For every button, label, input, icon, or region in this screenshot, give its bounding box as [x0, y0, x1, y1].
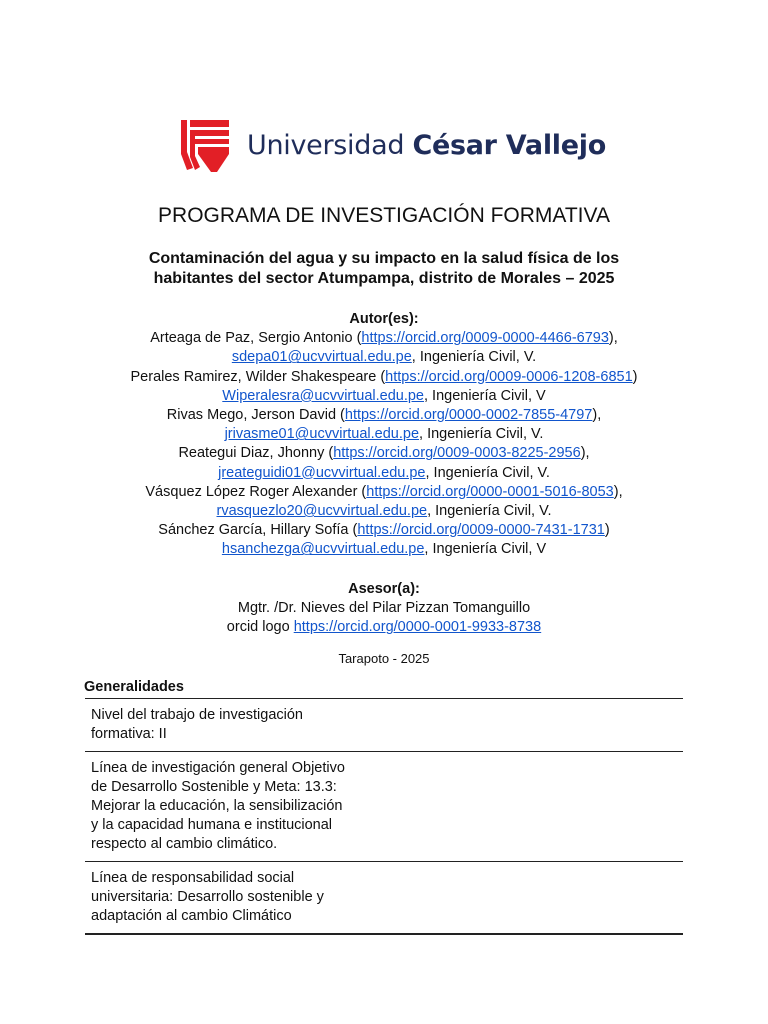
author-line: [60, 348, 708, 367]
table-cell-empty: [367, 862, 683, 935]
author-text: , Ingeniería Civil, V.: [419, 426, 544, 443]
author-text: Perales Ramirez, Wilder Shakespeare (: [130, 368, 386, 385]
author-link[interactable]: rvasquezlo20@ucvvirtual.edu.pe: [216, 503, 428, 520]
author-link[interactable]: hsanchezga@ucvvirtual.edu.pe: [221, 541, 425, 558]
cell-line: Línea de responsabilidad social: [91, 870, 295, 886]
author-text: Reategui Diaz, Jhonny (: [178, 445, 334, 462]
logo-wordmark: Universidad César Vallejo: [247, 129, 606, 161]
author-line: [60, 425, 708, 444]
author-link[interactable]: https://orcid.org/0009-0003-8225-2956: [333, 445, 581, 462]
cell-line: Línea de investigación general Objetivo: [91, 760, 345, 776]
author-text: , Ingeniería Civil, V.: [411, 349, 537, 366]
author-link[interactable]: jrivasme01@ucvvirtual.edu.pe: [224, 426, 420, 443]
cell-line: de Desarrollo Sostenible y Meta: 13.3:: [91, 779, 337, 795]
cell-line: adaptación al cambio Climático: [91, 908, 292, 924]
author-line: [60, 540, 708, 559]
author-text: , Ingeniería Civil, V.: [425, 464, 550, 481]
ucv-emblem-icon: [181, 118, 231, 172]
author-text: ): [604, 522, 610, 539]
author-text: Arteaga de Paz, Sergio Antonio (: [150, 330, 362, 347]
title-line: Contaminación del agua y su impacto en la salud física de los: [148, 250, 620, 267]
advisor-block: [60, 580, 708, 638]
title-line: habitantes del sector Atumpampa, distrito de Morales – 2025: [153, 270, 615, 287]
author-text: , Ingeniería Civil, V.: [427, 503, 552, 520]
table-cell: [85, 752, 367, 862]
program-heading: PROGRAMA DE INVESTIGACIÓN FORMATIVA: [158, 204, 610, 227]
place-date: Tarapoto - 2025: [338, 651, 430, 666]
author-link[interactable]: https://orcid.org/0000-0002-7855-4797: [344, 407, 593, 424]
author-link[interactable]: https://orcid.org/0000-0001-5016-8053: [366, 483, 614, 500]
university-logo: [181, 118, 606, 172]
advisor-orcid: [60, 618, 708, 637]
author-text: , Ingeniería Civil, V: [424, 387, 546, 404]
author-text: ),: [608, 330, 618, 347]
advisor-orcid-link[interactable]: https://orcid.org/0000-0001-9933-8738: [293, 619, 542, 636]
author-line: [60, 406, 708, 425]
author-line: [60, 502, 708, 521]
cell-line: respecto al cambio climático.: [91, 836, 278, 852]
author-text: ),: [592, 407, 602, 424]
author-text: Rivas Mego, Jerson David (: [166, 407, 345, 424]
author-line: [60, 521, 708, 540]
generalidades-table: [85, 698, 683, 935]
advisor-heading: Asesor(a):: [348, 581, 420, 597]
author-text: ),: [580, 445, 590, 462]
cell-line: y la capacidad humana e institucional: [91, 817, 333, 833]
author-link[interactable]: https://orcid.org/0009-0006-1208-6851: [385, 368, 633, 385]
orcid-logo-alt-text: orcid logo: [226, 619, 294, 636]
author-link[interactable]: sdepa01@ucvvirtual.edu.pe: [231, 349, 412, 366]
author-link[interactable]: https://orcid.org/0009-0000-7431-1731: [357, 522, 605, 539]
table-cell: [85, 862, 367, 935]
author-line: [60, 387, 708, 406]
cell-line: Mejorar la educación, la sensibilización: [91, 798, 343, 814]
table-row: [85, 862, 683, 935]
author-line: [60, 444, 708, 463]
table-row: [85, 752, 683, 862]
author-line: [60, 464, 708, 483]
table-row: [85, 699, 683, 752]
author-line: [60, 483, 708, 502]
author-line: [60, 329, 708, 348]
cell-line: Nivel del trabajo de investigación: [91, 707, 303, 723]
table-cell-empty: [367, 752, 683, 862]
author-link[interactable]: jreateguidi01@ucvvirtual.edu.pe: [218, 464, 426, 481]
table-cell-empty: [367, 699, 683, 752]
author-link[interactable]: https://orcid.org/0009-0000-4466-6793: [361, 330, 609, 347]
generalidades-heading: Generalidades: [84, 679, 184, 695]
authors-block: [60, 310, 708, 560]
author-text: , Ingeniería Civil, V: [424, 541, 547, 558]
author-text: Sánchez García, Hillary Sofía (: [158, 522, 358, 539]
cell-line: formativa: II: [91, 726, 167, 742]
advisor-name: Mgtr. /Dr. Nieves del Pilar Pizzan Tomanguillo: [237, 600, 531, 617]
author-line: [60, 368, 708, 387]
cell-line: universitaria: Desarrollo sostenible y: [91, 889, 324, 905]
document-title: [84, 249, 684, 289]
table-cell: [85, 699, 367, 752]
author-text: ): [632, 368, 638, 385]
authors-heading: Autor(es):: [349, 311, 419, 327]
author-link[interactable]: Wiperalesra@ucvvirtual.edu.pe: [222, 387, 424, 404]
author-text: Vásquez López Roger Alexander (: [145, 483, 367, 500]
author-text: ),: [613, 483, 623, 500]
